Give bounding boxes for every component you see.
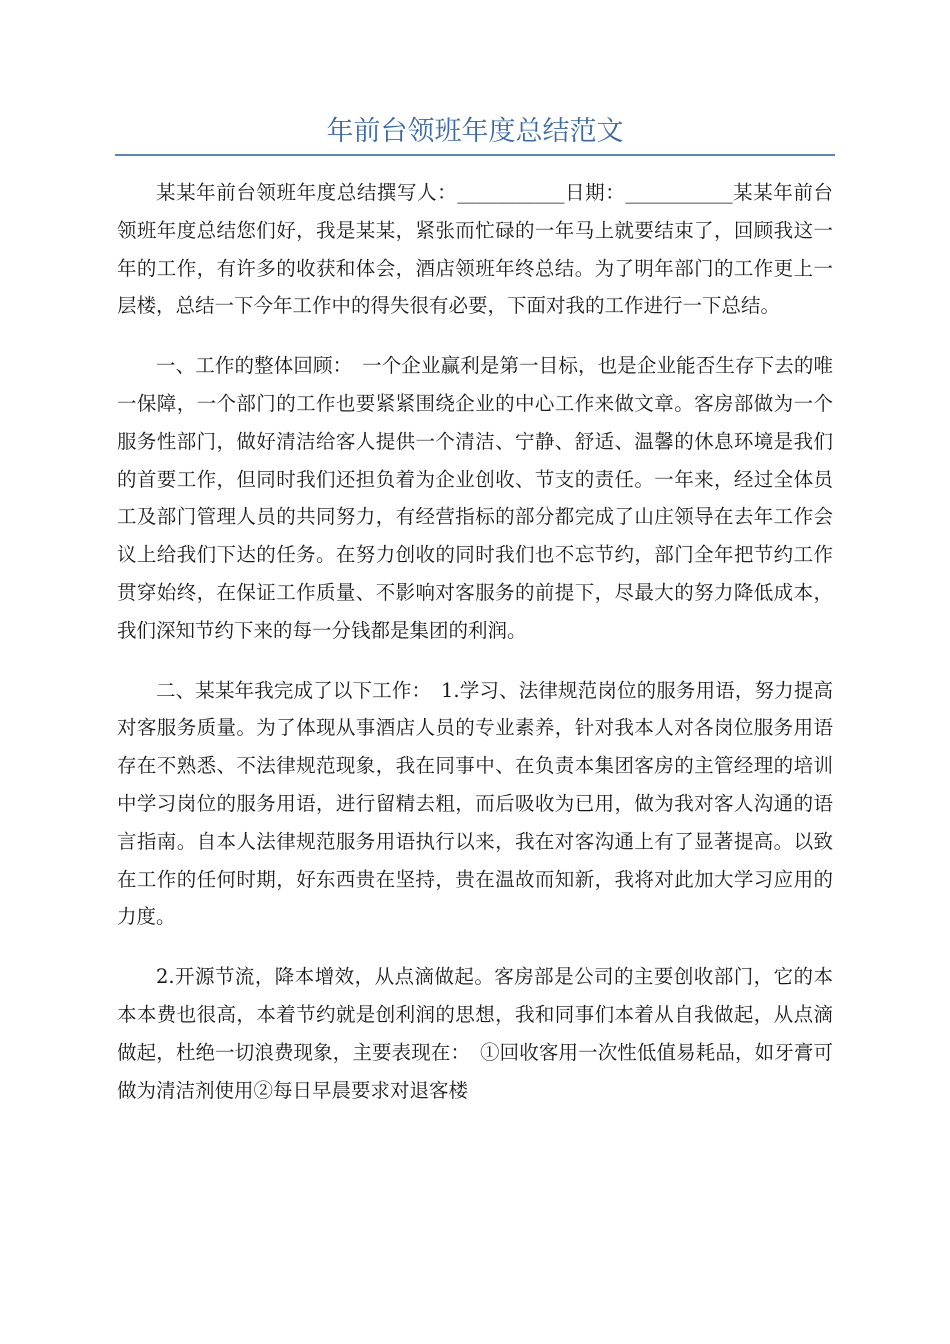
paragraph-cost-saving: 2.开源节流，降本增效，从点滴做起。客房部是公司的主要创收部门，它的本本本费也很高，本着节约就是创利润的思想，我和同事们本着从自我做起，从点滴做起，杜绝一切浪费现象，主要表现在： ①回收客用一次性低值易耗品，如牙膏可做为清洁剂使用②每日早晨要求对退客楼 <box>117 965 833 1102</box>
paragraph-completed-work: 二、某某年我完成了以下工作： 1.学习、法律规范岗位的服务用语，努力提高对客服务质量。为了体现从事酒店人员的专业素养，针对我本人对各岗位服务用语存在不熟悉、不法律规范现象，我在同事中、在负责本集团客房的主管经理的培训中学习岗位的服务用语，进行留精去粗，而后吸收为已用，做为我对客人沟通的语言指南。自本人法律规范服务用语执行以来，我在对客沟通上有了显著提高。以致在工作的任何时期，好东西贵在坚持，贵在温故而知新，我将对此加大学习应用的力度。 <box>117 678 833 929</box>
paragraph-intro: 某某年前台领班年度总结撰写人：___________日期：___________某某年前台领班年度总结您们好，我是某某，紧张而忙碌的一年马上就要结束了，回顾我这一年的工作，有许多的收获和体会，酒店领班年终总结。为了明年部门的工作更上一层楼，总结一下今年工作中的得失很有必要，下面对我的工作进行一下总结。 <box>117 181 833 318</box>
title-divider <box>115 154 835 156</box>
document-body <box>117 174 833 1131</box>
document-title: 年前台领班年度总结范文 <box>326 116 624 147</box>
paragraph-overall-review: 一、工作的整体回顾： 一个企业赢利是第一目标，也是企业能否生存下去的唯一保障，一个部门的工作也要紧紧围绕企业的中心工作来做文章。客房部做为一个服务性部门，做好清洁给客人提供一个清洁、宁静、舒适、温馨的休息环境是我们的首要工作，但同时我们还担负着为企业创收、节支的责任。一年来，经过全体员工及部门管理人员的共同努力，有经营指标的部分都完成了山庄领导在去年工作会议上给我们下达的任务。在努力创收的同时我们也不忘节约，部门全年把节约工作贯穿始终，在保证工作质量、不影响对客服务的前提下，尽最大的努力降低成本，我们深知节约下来的每一分钱都是集团的利润。 <box>117 354 833 642</box>
